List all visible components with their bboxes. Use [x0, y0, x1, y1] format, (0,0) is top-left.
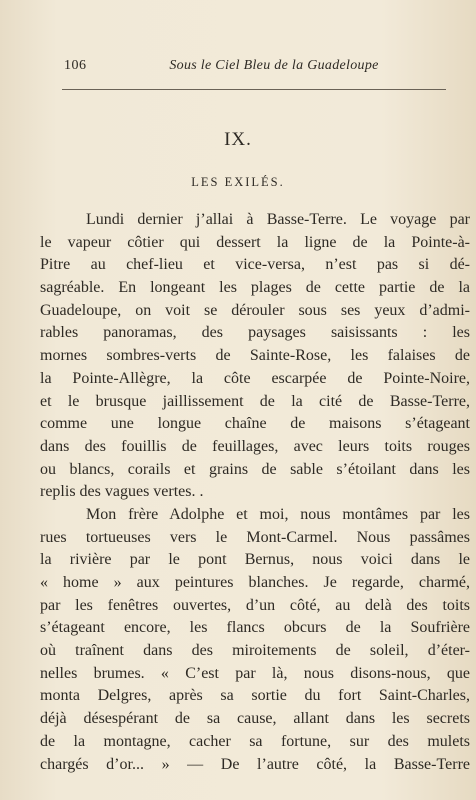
- text-line: comme une longue chaîne de maisons s’étageant: [40, 415, 470, 433]
- text-line: sagréable. En longeant les plages de cette partie de la: [40, 279, 470, 297]
- text-line: Guadeloupe, on voit se dérouler sous ses yeux d’admi-: [40, 301, 470, 319]
- text-line: rables panoramas, des paysages saisissants : les: [40, 324, 470, 342]
- text-line: replis des vagues vertes. .: [40, 483, 204, 501]
- header-rule: [62, 89, 446, 90]
- text-line: mornes sombres-verts de Sainte-Rose, les falaises de: [40, 347, 470, 365]
- text-line: Mon frère Adolphe et moi, nous montâmes par les: [86, 505, 470, 523]
- text-line: chargés d’or... » — De l’autre côté, la Basse-Terre: [40, 755, 470, 773]
- text-line: et le brusque jaillissement de la cité de Basse-Terre,: [40, 392, 470, 410]
- running-title: Sous le Ciel Bleu de la Guadeloupe: [169, 58, 379, 73]
- text-line: déjà désespérant de sa cause, allant dans les secrets: [40, 710, 470, 728]
- text-line: de la montagne, cacher sa fortune, sur des mulets: [40, 732, 470, 750]
- chapter-title: LES EXILÉS.: [191, 175, 285, 189]
- text-line: où traînent dans des miroitements de soleil, d’éter-: [40, 642, 470, 660]
- text-line: « home » aux peintures blanches. Je regarde, charmé,: [40, 574, 470, 591]
- text-line: la rivière par le pont Bernus, nous voici dans le: [40, 551, 470, 569]
- text-line: dans des fouillis de feuillages, avec leurs toits rouges: [40, 437, 470, 455]
- text-line: Lundi dernier j’allai à Basse-Terre. Le voyage par: [86, 211, 470, 228]
- page-header: [62, 58, 446, 80]
- text-line: monta Delgres, après sa sortie du fort Saint-Charles,: [40, 687, 470, 705]
- text-line: ou blancs, corails et grains de sable s’étoilant dans les: [40, 460, 470, 478]
- text-line: la Pointe-Allègre, la côte escarpée de Pointe-Noire,: [40, 369, 470, 387]
- chapter-number: IX.: [224, 129, 252, 150]
- text-line: Pitre au chef-lieu et vice-versa, n’est pas si dé-: [40, 256, 470, 274]
- body-text: [40, 209, 470, 776]
- text-line: s’étageant encore, les flancs obcurs de la Soufrière: [40, 619, 470, 637]
- text-line: par les fenêtres ouvertes, d’un côté, au delà des toits: [40, 596, 470, 614]
- text-line: le vapeur côtier qui dessert la ligne de la Pointe-à-: [40, 233, 470, 251]
- text-line: rues tortueuses vers le Mont-Carmel. Nous passâmes: [40, 528, 470, 546]
- page-number: 106: [64, 58, 87, 73]
- text-line: nelles brumes. « C’est par là, nous disons-nous, que: [40, 664, 470, 682]
